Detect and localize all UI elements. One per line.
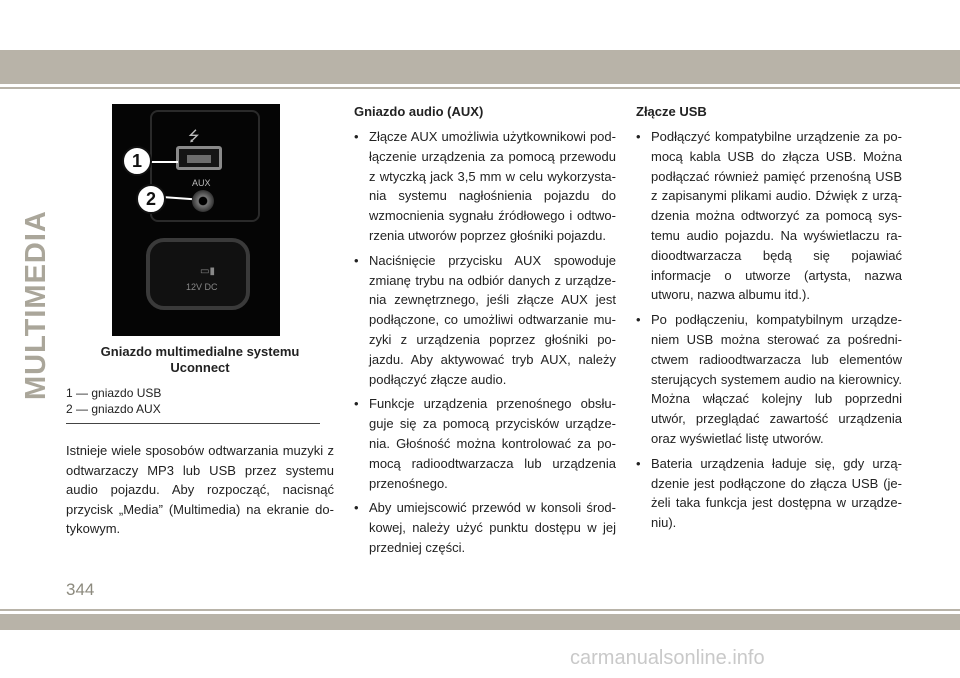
list-item (354, 127, 616, 246)
list-item (636, 127, 902, 305)
power-outlet (146, 238, 250, 310)
bullet-icon: • (354, 252, 359, 268)
list-item-text: Bateria urządzenia ładuje się, gdy urządzenie jest podłączone do złącza USB (jeżeli taka funkcja jest dostępna w urządzeniu). (651, 455, 902, 531)
list-item (636, 310, 902, 449)
usb-section (636, 104, 902, 538)
list-item (354, 394, 616, 493)
section-tab (20, 210, 60, 410)
list-item-text: Naciśnięcie przycisku AUX spowoduje zmianę trybu na odbiór danych z urządzenia zewnętrznego, jeśli złącze AUX jest podłączone, co umożliwi odtwarzanie muzyki z urządzenia poprzez głośniki pojazdu. Aby aktywować tryb AUX, należy podłączyć złącze audio. (369, 252, 616, 387)
list-item (354, 498, 616, 557)
figure-caption: Gniazdo multimedialne systemu Uconnect (100, 344, 300, 375)
callout-1-leader (148, 161, 178, 163)
list-item (354, 251, 616, 390)
section-tab-label: MULTIMEDIA (20, 210, 52, 400)
list-item-text: Aby umiejscowić przewód w konsoli środkowej, należy użyć punktu dostępu w jej przedniej części. (369, 500, 616, 555)
uconnect-media-hub-photo (112, 104, 280, 336)
list-item-text: Złącze AUX umożliwia użytkownikowi podłączenie urządzenia za pomocą przewodu z wtyczką jack 3,5 mm w celu wykorzystania systemu nagłośnienia pojazdu do wzmocnienia sygnału źródłowego i odtworzenia utworów poprzez głośniki pojazdu. (369, 129, 616, 243)
list-item (636, 454, 902, 533)
watermark: carmanualsonline.info (570, 647, 765, 669)
callout-1: 1 (122, 146, 152, 176)
usb-port (176, 146, 222, 170)
aux-bullet-list (354, 127, 616, 558)
usb-section-heading: Złącze USB (636, 104, 707, 119)
list-item-text: Funkcje urządzenia przenośnego obsługuje się za pomocą przycisków urządzenia. Głośność można kontrolować za pomocą radioodtwarzacza lub urządzenia przenośnego. (369, 396, 616, 491)
footer-rule (0, 609, 960, 611)
legend-item-aux: 2 — gniazdo AUX (66, 402, 161, 416)
list-item-text: Podłączyć kompatybilne urządzenie za pomocą kabla USB do złącza USB. Można podłączać również pamięć przenośną USB z zapisanymi plikami audio. Dźwięk z urządzenia można odtworzyć za pomocą systemu audio pojazdu. Na wyświetlaczu radioodtwarzacza będą się pojawiać informacje o utworze (artysta, nazwa utworu, nazwa albumu itd.). (651, 129, 902, 303)
aux-port-label: AUX (192, 178, 211, 188)
callout-2: 2 (136, 184, 166, 214)
list-item-text: Po podłączeniu, kompatybilnym urządzeniem USB można sterować za pośrednictwem radioodtwarzacza lub elementów sterujących systemem audio na kierownicy. Można włączać kolejny lub poprzedni utwór, przeglądać zawartość urządzenia oraz wyświetlać listę utworów. (651, 312, 902, 446)
power-outlet-label: 12V DC (186, 282, 218, 292)
intro-paragraph: Istnieje wiele sposobów odtwarzania muzyki z odtwarzaczy MP3 lub USB przez systemu audio pojazdu. Aby rozpocząć, nacisnąć przycisk „Media” (Multimedia) na ekranie dotykowym. (66, 443, 334, 536)
header-band (0, 50, 960, 84)
bullet-icon: • (354, 396, 359, 412)
bullet-icon: • (354, 500, 359, 516)
page-number: 344 (66, 580, 95, 599)
header-rule (0, 87, 960, 89)
legend-item-usb: 1 — gniazdo USB (66, 386, 162, 400)
aux-section-heading: Gniazdo audio (AUX) (354, 104, 484, 119)
legend-divider (66, 423, 320, 424)
bullet-icon: • (636, 455, 641, 471)
bullet-icon: • (354, 129, 359, 144)
aux-jack (192, 190, 214, 212)
usb-symbol-icon: ⭍ (188, 129, 200, 145)
aux-section (354, 104, 616, 563)
bullet-icon: • (636, 129, 641, 144)
bullet-icon: • (636, 312, 641, 328)
footer-band (0, 614, 960, 630)
usb-bullet-list (636, 127, 902, 533)
power-plug-icon: ▭▮ (200, 266, 215, 277)
